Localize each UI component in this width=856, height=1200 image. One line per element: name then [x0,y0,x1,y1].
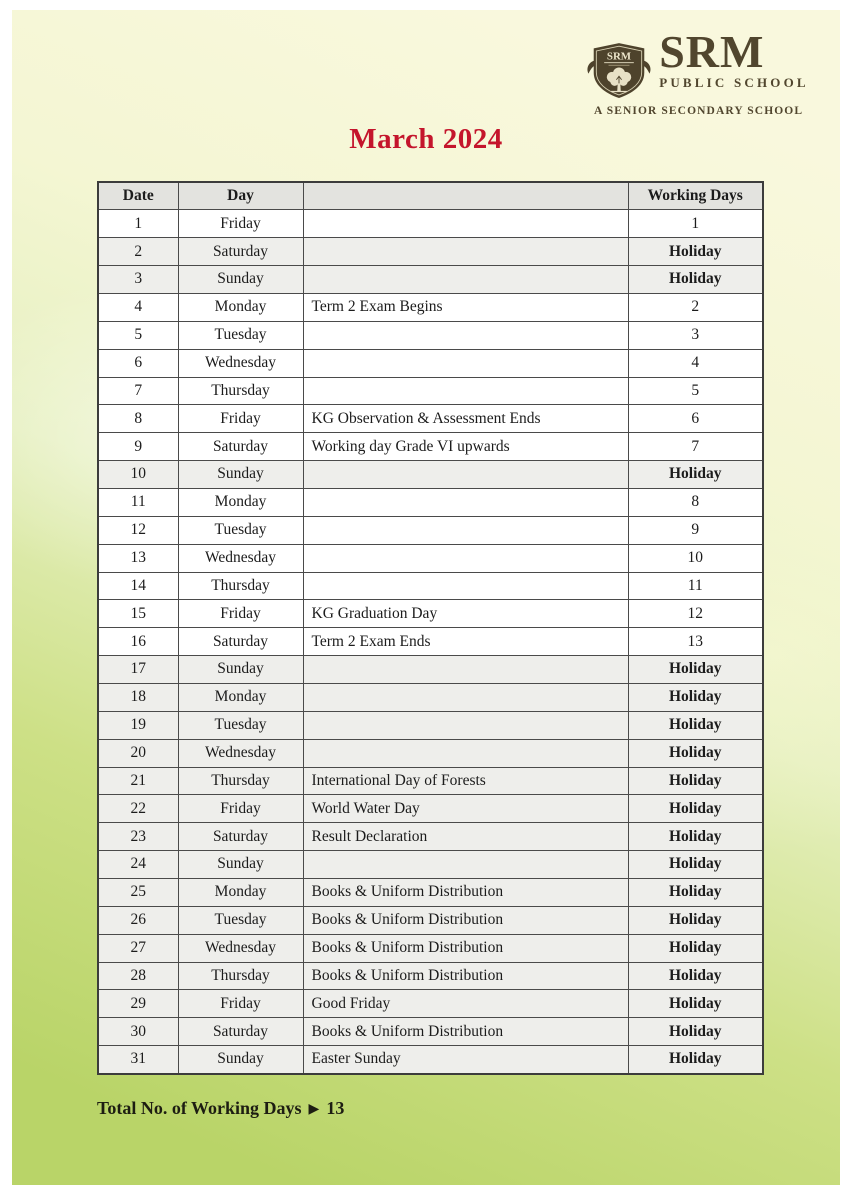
day-cell: Saturday [178,628,303,656]
working-days-cell: 8 [628,488,763,516]
calendar-row [98,878,763,906]
day-cell: Sunday [178,656,303,684]
date-cell: 17 [98,656,178,684]
event-cell: Working day Grade VI upwards [303,433,628,461]
calendar-row [98,1046,763,1074]
working-days-cell: 9 [628,516,763,544]
day-cell: Sunday [178,1046,303,1074]
working-days-cell: Holiday [628,878,763,906]
working-days-cell: Holiday [628,1046,763,1074]
date-cell: 19 [98,711,178,739]
date-cell: 10 [98,461,178,489]
event-cell [303,210,628,238]
calendar-row [98,962,763,990]
calendar-row [98,349,763,377]
day-cell: Friday [178,990,303,1018]
calendar-row [98,293,763,321]
header-working-days: Working Days [628,182,763,210]
event-cell: International Day of Forests [303,767,628,795]
day-cell: Friday [178,600,303,628]
date-cell: 24 [98,851,178,879]
calendar-row [98,1018,763,1046]
date-cell: 6 [98,349,178,377]
working-days-cell: 10 [628,544,763,572]
date-cell: 28 [98,962,178,990]
working-days-cell: Holiday [628,739,763,767]
day-cell: Wednesday [178,739,303,767]
working-days-cell: 13 [628,628,763,656]
calendar-row [98,266,763,294]
day-cell: Thursday [178,962,303,990]
day-cell: Thursday [178,767,303,795]
date-cell: 27 [98,934,178,962]
event-cell [303,321,628,349]
day-cell: Saturday [178,433,303,461]
event-cell [303,544,628,572]
event-cell [303,572,628,600]
date-cell: 11 [98,488,178,516]
date-cell: 1 [98,210,178,238]
day-cell: Sunday [178,851,303,879]
date-cell: 20 [98,739,178,767]
working-days-cell: 12 [628,600,763,628]
calendar-row [98,906,763,934]
working-days-cell: Holiday [628,990,763,1018]
event-cell [303,349,628,377]
date-cell: 26 [98,906,178,934]
working-days-cell: 11 [628,572,763,600]
date-cell: 7 [98,377,178,405]
day-cell: Saturday [178,1018,303,1046]
calendar-row [98,851,763,879]
date-cell: 4 [98,293,178,321]
page-background [12,10,840,1185]
working-days-cell: Holiday [628,1018,763,1046]
total-working-days [97,1098,344,1119]
event-cell [303,656,628,684]
date-cell: 2 [98,238,178,266]
calendar-row [98,377,763,405]
working-days-cell: 4 [628,349,763,377]
event-cell [303,488,628,516]
date-cell: 22 [98,795,178,823]
calendar-row [98,934,763,962]
header-date: Date [98,182,178,210]
calendar-table-body [98,210,763,1074]
date-cell: 23 [98,823,178,851]
working-days-cell: Holiday [628,767,763,795]
calendar-row [98,433,763,461]
event-cell [303,683,628,711]
event-cell: KG Graduation Day [303,600,628,628]
calendar-row [98,461,763,489]
school-crest-icon [585,40,653,102]
calendar-row [98,711,763,739]
calendar-row [98,544,763,572]
working-days-cell: Holiday [628,906,763,934]
total-working-days-label: Total No. of Working Days [97,1098,302,1118]
school-tagline: A SENIOR SECONDARY SCHOOL [594,105,804,117]
event-cell: Books & Uniform Distribution [303,934,628,962]
calendar-row [98,795,763,823]
day-cell: Monday [178,878,303,906]
event-cell [303,461,628,489]
day-cell: Monday [178,293,303,321]
event-cell: Books & Uniform Distribution [303,906,628,934]
event-cell: Good Friday [303,990,628,1018]
date-cell: 13 [98,544,178,572]
crest-left-wing [588,61,595,74]
day-cell: Wednesday [178,934,303,962]
event-cell [303,516,628,544]
working-days-cell: 1 [628,210,763,238]
working-days-cell: 5 [628,377,763,405]
working-days-cell: 7 [628,433,763,461]
day-cell: Sunday [178,266,303,294]
working-days-cell: Holiday [628,934,763,962]
event-cell [303,711,628,739]
working-days-cell: Holiday [628,795,763,823]
calendar-row [98,990,763,1018]
calendar-row [98,767,763,795]
calendar-table [97,181,764,1075]
day-cell: Tuesday [178,906,303,934]
header-event [303,182,628,210]
event-cell [303,238,628,266]
day-cell: Friday [178,210,303,238]
day-cell: Wednesday [178,349,303,377]
calendar-row [98,516,763,544]
school-logo [594,26,809,117]
calendar-row [98,739,763,767]
day-cell: Wednesday [178,544,303,572]
date-cell: 15 [98,600,178,628]
date-cell: 8 [98,405,178,433]
working-days-cell: Holiday [628,461,763,489]
calendar-row [98,628,763,656]
day-cell: Saturday [178,823,303,851]
event-cell: KG Observation & Assessment Ends [303,405,628,433]
working-days-cell: Holiday [628,266,763,294]
working-days-cell: Holiday [628,656,763,684]
date-cell: 18 [98,683,178,711]
date-cell: 16 [98,628,178,656]
date-cell: 31 [98,1046,178,1074]
date-cell: 29 [98,990,178,1018]
school-subtitle: PUBLIC SCHOOL [659,75,809,90]
day-cell: Saturday [178,238,303,266]
day-cell: Tuesday [178,321,303,349]
event-cell [303,377,628,405]
day-cell: Tuesday [178,516,303,544]
working-days-cell: Holiday [628,851,763,879]
school-name: SRM [659,26,765,77]
event-cell [303,266,628,294]
calendar-row [98,210,763,238]
calendar-row [98,488,763,516]
working-days-cell: 2 [628,293,763,321]
date-cell: 3 [98,266,178,294]
date-cell: 9 [98,433,178,461]
page-title: March 2024 [349,123,503,155]
crest-text: SRM [607,50,632,63]
day-cell: Monday [178,488,303,516]
date-cell: 30 [98,1018,178,1046]
calendar-row [98,600,763,628]
date-cell: 14 [98,572,178,600]
date-cell: 25 [98,878,178,906]
event-cell: World Water Day [303,795,628,823]
working-days-cell: Holiday [628,238,763,266]
working-days-cell: Holiday [628,711,763,739]
calendar-row [98,656,763,684]
event-cell: Books & Uniform Distribution [303,878,628,906]
working-days-cell: Holiday [628,962,763,990]
event-cell [303,851,628,879]
event-cell: Easter Sunday [303,1046,628,1074]
day-cell: Thursday [178,572,303,600]
date-cell: 21 [98,767,178,795]
day-cell: Sunday [178,461,303,489]
calendar-row [98,683,763,711]
header-day: Day [178,182,303,210]
day-cell: Monday [178,683,303,711]
calendar-row [98,405,763,433]
working-days-cell: 3 [628,321,763,349]
day-cell: Friday [178,795,303,823]
day-cell: Thursday [178,377,303,405]
event-cell [303,739,628,767]
calendar-row [98,572,763,600]
event-cell: Books & Uniform Distribution [303,962,628,990]
event-cell: Books & Uniform Distribution [303,1018,628,1046]
working-days-cell: Holiday [628,683,763,711]
event-cell: Result Declaration [303,823,628,851]
calendar-row [98,238,763,266]
working-days-cell: Holiday [628,823,763,851]
calendar-header-row [98,182,763,210]
arrow-right-icon: ▶ [308,1101,320,1117]
crest-right-wing [644,61,651,74]
event-cell: Term 2 Exam Begins [303,293,628,321]
day-cell: Friday [178,405,303,433]
date-cell: 5 [98,321,178,349]
calendar-row [98,321,763,349]
total-working-days-value: 13 [326,1098,345,1118]
date-cell: 12 [98,516,178,544]
day-cell: Tuesday [178,711,303,739]
calendar-row [98,823,763,851]
event-cell: Term 2 Exam Ends [303,628,628,656]
working-days-cell: 6 [628,405,763,433]
